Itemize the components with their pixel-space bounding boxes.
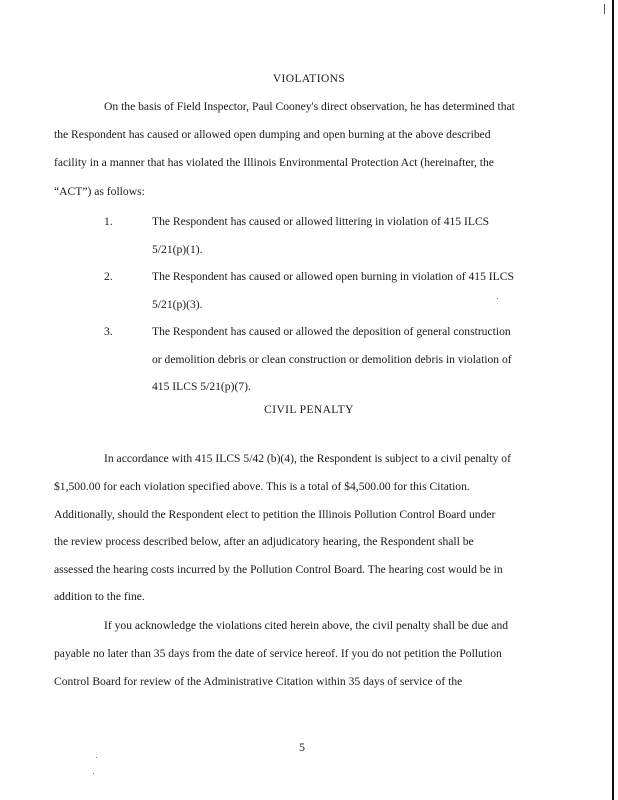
violation-line: The Respondent has caused or allowed littering in violation of 415 ILCS	[152, 215, 490, 228]
intro-line: facility in a manner that has violated the Illinois Environmental Protection Act (hereinafter, the	[54, 156, 494, 169]
violation-number: 2.	[104, 270, 113, 283]
penalty-line: Additionally, should the Respondent elect to petition the Illinois Pollution Control Board under	[54, 508, 496, 521]
violations-heading: VIOLATIONS	[272, 73, 346, 85]
penalty-line: addition to the fine.	[54, 590, 145, 603]
penalty-line: the review process described below, after an adjudicatory hearing, the Respondent shall be	[54, 535, 474, 548]
violation-line: or demolition debris or clean construction or demolition debris in violation of	[152, 353, 512, 366]
violation-line: The Respondent has caused or allowed open burning in violation of 415 ILCS	[152, 270, 514, 283]
intro-line: On the basis of Field Inspector, Paul Cooney's direct observation, he has determined that	[104, 100, 515, 113]
payment-line: If you acknowledge the violations cited herein above, the civil penalty shall be due and	[104, 619, 509, 632]
intro-line: “ACT”) as follows:	[54, 185, 145, 198]
violation-line: 5/21(p)(1).	[152, 243, 203, 256]
scan-speck	[96, 757, 97, 758]
page-number: 5	[299, 740, 305, 754]
payment-line: payable no later than 35 days from the date of service hereof. If you do not petition the Pollution	[54, 647, 502, 660]
penalty-line: In accordance with 415 ILCS 5/42 (b)(4), the Respondent is subject to a civil penalty of	[104, 452, 511, 465]
penalty-line: assessed the hearing costs incurred by the Pollution Control Board. The hearing cost would be in	[54, 563, 503, 576]
violation-line: 415 ILCS 5/21(p)(7).	[152, 380, 251, 393]
violation-line: The Respondent has caused or allowed the deposition of general construction	[152, 325, 511, 338]
violation-number: 3.	[104, 325, 113, 338]
scan-edge-mark	[604, 4, 605, 14]
scan-edge-line	[612, 0, 614, 800]
violation-line: 5/21(p)(3).	[152, 298, 203, 311]
penalty-line: $1,500.00 for each violation specified above. This is a total of $4,500.00 for this Citation.	[54, 480, 470, 493]
civil-penalty-heading: CIVIL PENALTY	[264, 404, 354, 416]
intro-line: the Respondent has caused or allowed open dumping and open burning at the above described	[54, 128, 491, 141]
payment-line: Control Board for review of the Administrative Citation within 35 days of service of the	[54, 675, 463, 688]
scan-speck	[497, 298, 498, 299]
violation-number: 1.	[104, 215, 113, 228]
scan-speck	[93, 773, 94, 774]
